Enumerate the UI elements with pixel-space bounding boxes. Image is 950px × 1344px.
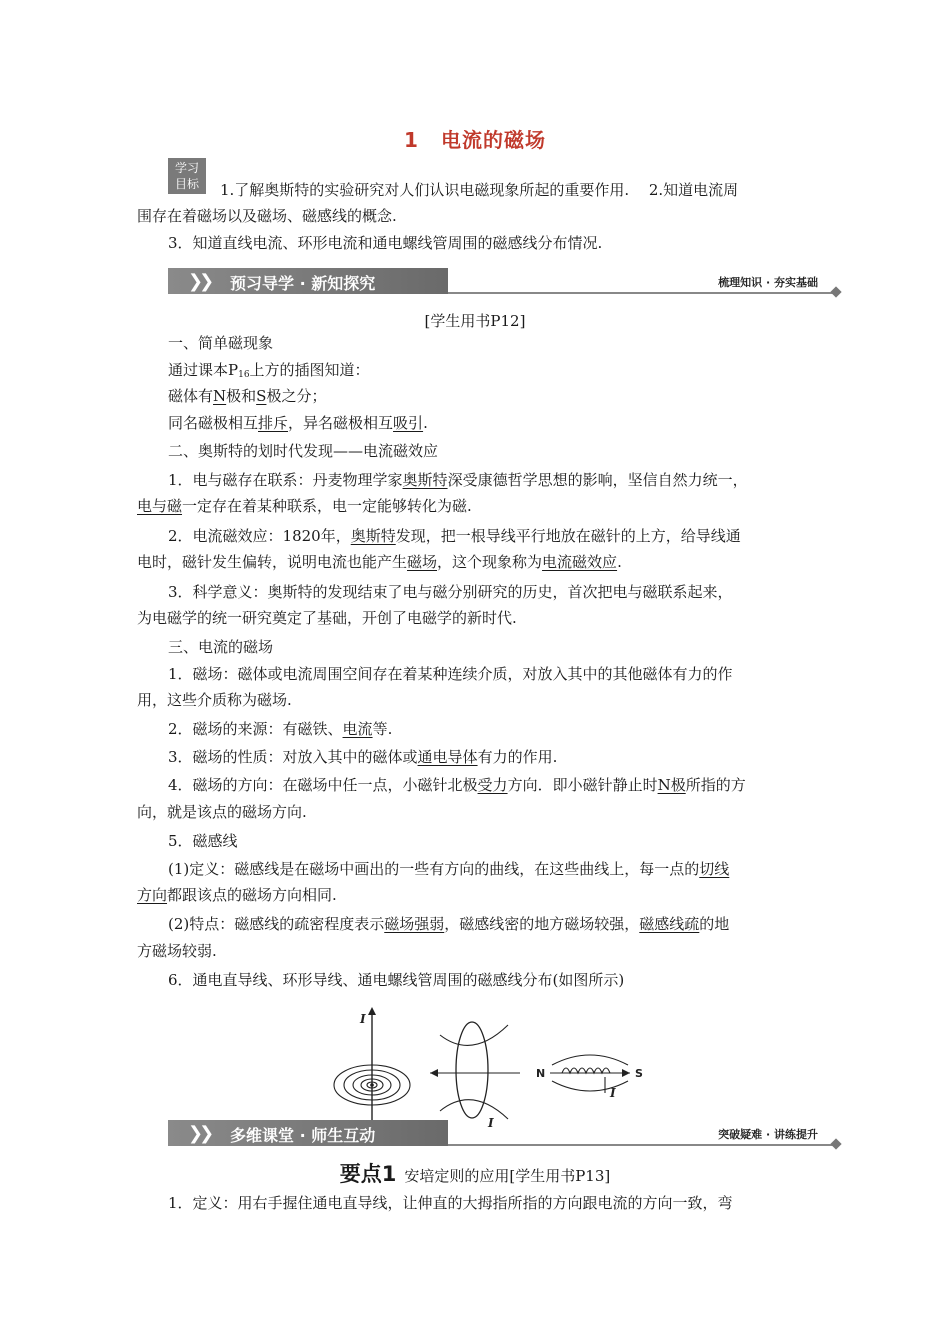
t: (2)特点：磁感线的疏密程度表示 [168,915,385,933]
magnetic-field-figure [330,1005,660,1135]
u: 受力 [477,776,508,794]
solenoid-coil [562,1068,610,1073]
s2-p1-line2 [137,495,817,517]
t: 3．磁场的性质：对放入其中的磁体或 [168,748,418,766]
section-1-heading: 一、简单磁现象 [168,334,274,352]
t: 2．磁场的来源：有磁铁、 [168,720,343,738]
t: (1)定义：磁感线是在磁场中画出的一些有方向的曲线，在这些曲线上，每一点的 [168,860,700,878]
t: 极和 [226,387,257,405]
s2-p2-line1 [168,525,848,547]
t: 的地 [699,915,730,933]
title-text: 电流的磁场 [440,128,546,152]
section-1-line-3 [168,412,848,434]
double-chevron-icon: ❯❯ [188,271,211,292]
banner-subtitle: 突破疑难 · 讲练提升 [718,1128,818,1141]
u: 电流 [342,720,373,738]
t: 上方的插图知道： [249,361,370,379]
banner-rule [448,292,834,294]
field-line [440,1100,508,1119]
t: 一定存在着某种联系，电一定能够转化为磁. [182,497,472,515]
banner-classroom [168,1120,840,1146]
t: 同名磁极相互 [168,414,259,432]
s2-p1-line1 [168,469,848,491]
key-point-text: 安培定则的应用[学生用书P13] [404,1167,611,1185]
section-number: 1 [404,128,419,152]
t: 电时，磁针发生偏转，说明电流也能产生 [137,553,408,571]
s3-p1-line2: 用，这些介质称为磁场. [137,691,292,709]
goal-1a: 1.了解奥斯特的实验研究对人们认识电磁现象所起的重要作用. 2.知道电流周 [220,181,739,199]
current-label: I [488,1116,494,1130]
center-dot [370,1083,374,1087]
t: ，这个现象称为 [437,553,543,571]
s3-def-line2 [137,884,817,906]
section-1-line-2 [168,385,848,407]
definition-line: 1．定义：用右手握住通电直导线，让伸直的大拇指所指的方向跟电流的方向一致，弯 [168,1194,733,1212]
u: 切线 [699,860,730,878]
t: 1．电与磁存在联系：丹麦物理学家 [168,471,403,489]
current-label: I [610,1086,616,1100]
goal-3: 3．知道直线电流、环形电流和通电螺线管周围的磁感线分布情况. [168,234,603,252]
north-pole-label: N [536,1067,546,1080]
banner-subtitle: 梳理知识 · 夯实基础 [718,276,818,289]
s3-feat-line2: 方磁场较弱. [137,942,217,960]
t: 2．电流磁效应：1820年， [168,527,351,545]
u: 排斥 [258,414,289,432]
s2-p3-line1: 3．科学意义：奥斯特的发现结束了电与磁分别研究的历史，首次把电与磁联系起来， [168,583,733,601]
t: . [617,553,622,571]
u: 奥斯特 [402,471,448,489]
s3-p6: 6．通电直导线、环形导线、通电螺线管周围的磁感线分布(如图所示) [168,971,625,989]
u: 电流磁效应 [542,553,618,571]
t: 发现，把一根导线平行地放在磁针的上方，给导线通 [395,527,741,545]
t: ，磁感线密的地方磁场较强， [444,915,640,933]
page-title [0,124,950,153]
reference-p12: [学生用书P12] [424,312,526,330]
s2-p2-line2 [137,551,817,573]
banner-preview [168,268,840,294]
t: ，异名磁极相互 [288,414,394,432]
t: 所指的方 [685,776,746,794]
u: 磁场强弱 [384,915,445,933]
u: S [256,387,267,405]
s3-p3 [168,746,848,768]
u: N [213,387,227,405]
badge-line-2: 目标 [174,177,199,191]
banner-title: 预习导学 · 新知探究 [230,274,376,293]
s3-p4-line1 [168,774,848,796]
s3-def-line1 [168,858,848,880]
s3-p1-line1: 1．磁场：磁体或电流周围空间存在着某种连续介质，对放入其中的其他磁体有力的作 [168,665,733,683]
s3-p2 [168,718,848,740]
diamond-icon [830,1138,841,1149]
double-chevron-icon: ❯❯ [188,1123,211,1144]
u: 吸引 [393,414,424,432]
arrow-up-icon [368,1007,376,1015]
key-point-heading [0,1158,950,1188]
section-1-line-1 [168,359,848,386]
u: N极 [657,776,686,794]
current-loop [456,1022,488,1118]
south-pole-label: S [635,1067,643,1080]
t: 方向．即小磁针静止时 [507,776,658,794]
t: 极之分； [266,387,327,405]
learning-goal-badge [168,158,206,194]
u: 磁场 [407,553,438,571]
u: 方向 [137,886,168,904]
t: . [423,414,428,432]
banner-title: 多维课堂 · 师生互动 [230,1126,376,1145]
key-point-number: 要点1 [339,1162,397,1186]
arrow-right-icon [622,1069,630,1077]
section-3-heading: 三、电流的磁场 [168,638,274,656]
goal-1b: 围存在着磁场以及磁场、磁感线的概念. [137,207,397,225]
t: 深受康德哲学思想的影响，坚信自然力统一， [447,471,748,489]
s2-p3-line2: 为电磁学的统一研究奠定了基础，开创了电磁学的新时代. [137,609,517,627]
s3-feat-line1 [168,913,848,935]
u: 磁感线疏 [639,915,700,933]
u: 奥斯特 [350,527,396,545]
t: 通过课本P [168,361,239,379]
t: 等. [372,720,393,738]
field-line [552,1055,628,1065]
t: 4．磁场的方向：在磁场中任一点，小磁针北极 [168,776,478,794]
s3-p4-line2: 向，就是该点的磁场方向. [137,803,307,821]
field-line [552,1081,628,1091]
s3-p5: 5．磁感线 [168,832,238,850]
t: 有力的作用. [477,748,558,766]
subscript: 16 [238,370,250,380]
section-2-heading: 二、奥斯特的划时代发现——电流磁效应 [168,442,439,460]
t: 磁体有 [168,387,214,405]
t: 都跟该点的磁场方向相同. [167,886,337,904]
u: 电与磁 [137,497,183,515]
arrow-left-icon [430,1069,438,1077]
badge-line-1: 学习 [174,161,199,175]
u: 通电导体 [417,748,478,766]
field-line [440,1025,508,1045]
diamond-icon [830,286,841,297]
banner-rule [448,1144,834,1146]
current-label: I [360,1012,366,1026]
